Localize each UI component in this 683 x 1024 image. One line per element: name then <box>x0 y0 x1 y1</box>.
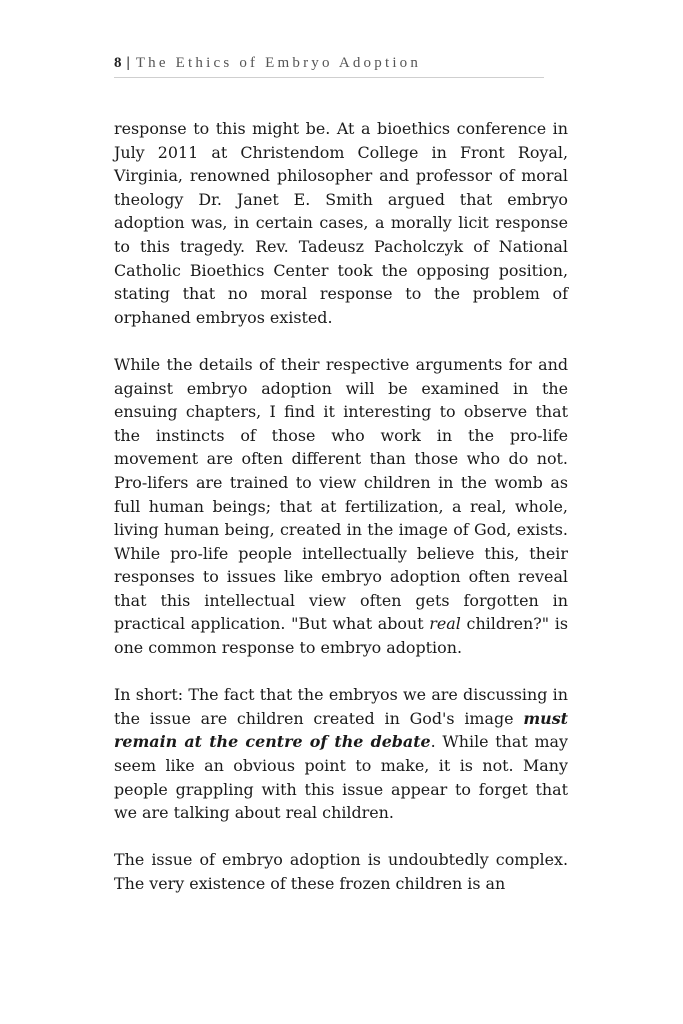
book-title: The Ethics of Embryo Adoption <box>135 55 422 71</box>
paragraph-2-text-a: While the details of their respective arguments for and against embryo adoption will be examined in the ensuing chapters, I find it interesting to observe that the instincts of those who work in the pro-life movement are often different than those who do not. Pro-lifers are trained to view children in the womb as full human beings; that at fertilization, a real, whole, living human being, created in the image of God, exists. While pro-life people intellectually believe this, their responses to issues like embryo adoption often reveal that this intellectual view often gets forgotten in practical application. "But what about <box>114 354 568 634</box>
page-number: 8 <box>114 55 122 71</box>
header-separator: | <box>126 55 130 71</box>
emphasis-phrase: must remain at the centre of the debate <box>114 708 568 752</box>
body-text <box>114 117 568 919</box>
paragraph-3-text-a: In short: The fact that the embryos we are discussing in the issue are children created in God's image <box>114 685 568 728</box>
italic-word: real <box>429 614 461 634</box>
paragraph-2-text-b: children?" is one common response to embryo adoption. <box>114 614 568 658</box>
paragraph-1: response to this might be. At a bioethics conference in July 2011 at Christendom College in Front Royal, Virginia, renowned philosopher and professor of moral theology Dr. Janet E. Smith argued that embryo adoption was, in certain cases, a morally licit response to this tragedy. Rev. Tadeusz Pacholczyk of National Catholic Bioethics Center took the opposing position, stating that no moral response to the problem of orphaned embryos existed. <box>114 119 568 327</box>
paragraph-3 <box>114 683 568 825</box>
paragraph-3-text-b: . While that may seem like an obvious point to make, it is not. Many people grappling with this issue appear to forget that we are talking about real children. <box>114 732 568 823</box>
paragraph-2 <box>114 353 568 660</box>
running-header <box>114 55 544 78</box>
paragraph-4: The issue of embryo adoption is undoubtedly complex. The very existence of these frozen children is an <box>114 850 568 893</box>
